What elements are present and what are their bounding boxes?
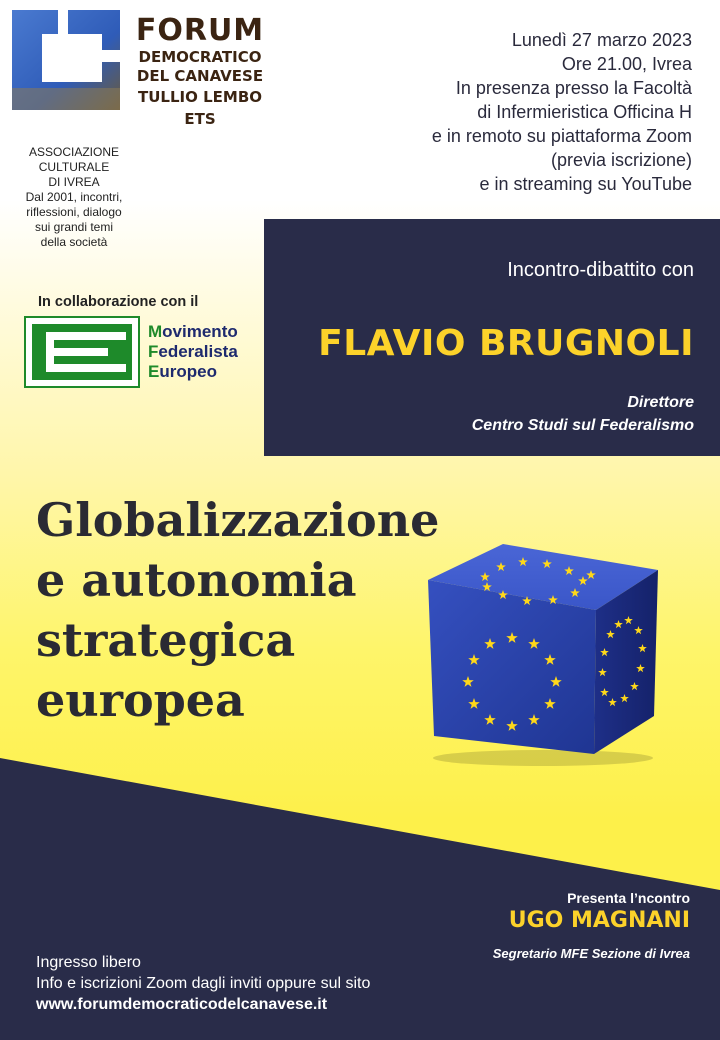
mfe-line (148, 322, 238, 342)
speaker-role-org: Centro Studi sul Federalismo (471, 417, 694, 434)
event-info (362, 28, 692, 196)
eu-cube-image (418, 530, 668, 770)
event-date: Lunedì 27 marzo 2023 (511, 30, 692, 50)
speaker-name: FLAVIO BRUGNOLI (318, 323, 694, 364)
title-line: Globalizzazione (36, 493, 440, 547)
host-name: UGO MAGNANI (508, 908, 690, 933)
mfe-rest: uropeo (159, 362, 217, 381)
mfe-line (148, 362, 238, 382)
collaboration-label: In collaborazione con il (38, 294, 199, 310)
event-line: di Infermieristica Officina H (477, 102, 692, 122)
event-time-place: Ore 21.00, Ivrea (561, 54, 692, 74)
association-line: sui grandi temi (34, 220, 114, 234)
mfe-initial: F (148, 342, 159, 361)
forum-title-line2: DEMOCRATICO (138, 48, 262, 66)
mfe-line (148, 342, 238, 362)
footer-info (36, 952, 370, 1015)
registration-info: Info e iscrizioni Zoom dagli inviti oppure sul sito (36, 975, 371, 992)
mfe-initial: M (148, 322, 163, 341)
mfe-logo (24, 316, 140, 388)
association-line: della società (40, 235, 108, 249)
forum-title-line4: TULLIO LEMBO ETS (138, 88, 262, 128)
event-title (36, 490, 439, 730)
association-line: DI IVREA (48, 175, 100, 189)
association-line: Dal 2001, incontri, (25, 190, 123, 204)
speaker-panel (264, 219, 720, 456)
mfe-initial: E (148, 362, 160, 381)
host-role: Segretario MFE Sezione di Ivrea (492, 946, 690, 961)
event-line: In presenza presso la Facoltà (455, 78, 692, 98)
association-line: riflessioni, dialogo (26, 205, 122, 219)
mfe-rest: ovimento (162, 322, 238, 341)
mfe-name (148, 322, 238, 382)
event-line: e in remoto su piattaforma Zoom (431, 126, 692, 146)
speaker-intro: Incontro-dibattito con (507, 259, 694, 281)
event-line: (previa iscrizione) (550, 150, 692, 170)
title-line: e autonomia (36, 553, 357, 607)
speaker-role-title: Direttore (627, 394, 694, 411)
forum-title (130, 14, 270, 130)
host-intro: Presenta l’ncontro (567, 890, 690, 906)
speaker-role (472, 391, 694, 437)
title-line: strategica (36, 613, 296, 667)
title-line: europea (36, 673, 245, 727)
association-line: CULTURALE (38, 160, 110, 174)
association-line: ASSOCIAZIONE (28, 145, 120, 159)
mfe-rest: ederalista (158, 342, 238, 361)
entry-info: Ingresso libero (36, 954, 141, 971)
association-description (10, 145, 138, 250)
forum-logo (12, 10, 120, 110)
event-line: e in streaming su YouTube (479, 174, 692, 194)
forum-title-line1: FORUM (135, 13, 265, 48)
website-link[interactable]: www.forumdemocraticodelcanavese.it (36, 996, 328, 1013)
forum-title-line3: DEL CANAVESE (136, 67, 264, 85)
